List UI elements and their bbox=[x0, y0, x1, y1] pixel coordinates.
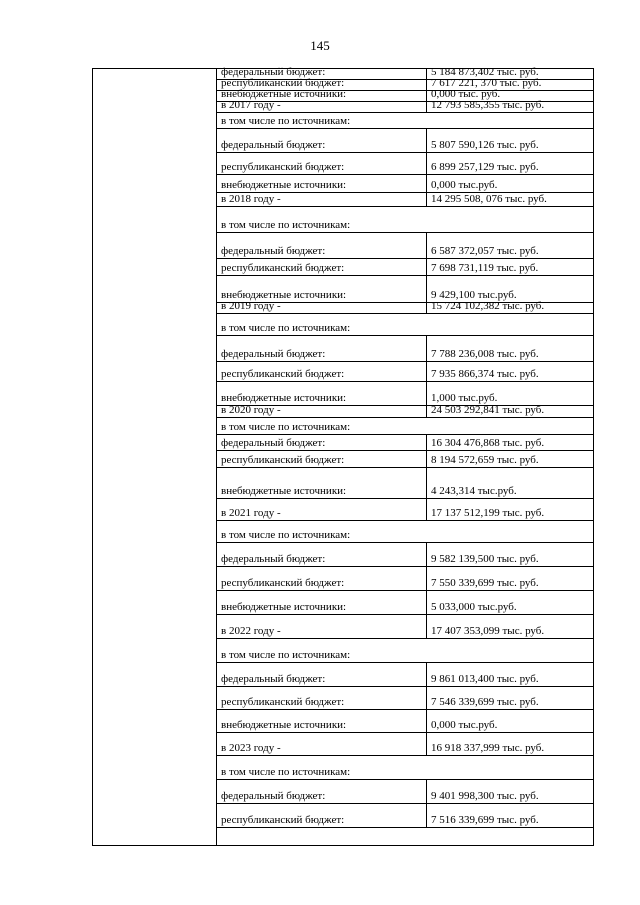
row-label: республиканский бюджет: bbox=[221, 161, 345, 173]
row-value: 0,000 тыс.руб. bbox=[431, 179, 498, 191]
row-label: в том числе по источникам: bbox=[221, 421, 351, 433]
row-value-cell bbox=[426, 615, 593, 639]
row-value-cell bbox=[426, 300, 593, 314]
table-row bbox=[217, 113, 593, 129]
table-row bbox=[217, 591, 593, 615]
row-label: федеральный бюджет: bbox=[221, 139, 326, 151]
row-value: 0,000 тыс. руб. bbox=[431, 88, 501, 100]
row-value: 7 788 236,008 тыс. руб. bbox=[431, 348, 539, 360]
row-label: внебюджетные источники: bbox=[221, 601, 347, 613]
row-value: 8 194 572,659 тыс. руб. bbox=[431, 454, 539, 466]
table-row bbox=[217, 733, 593, 756]
row-value: 9 861 013,400 тыс. руб. bbox=[431, 673, 539, 685]
table-row bbox=[217, 687, 593, 710]
table-row bbox=[217, 362, 593, 382]
row-value: 17 407 353,099 тыс. руб. bbox=[431, 625, 545, 637]
row-label: в 2020 году - bbox=[221, 404, 281, 416]
row-value: 15 724 102,382 тыс. руб. bbox=[431, 300, 545, 312]
row-value-cell bbox=[426, 733, 593, 756]
row-value: 24 503 292,841 тыс. руб. bbox=[431, 404, 545, 416]
table-row bbox=[217, 314, 593, 336]
row-label: республиканский бюджет: bbox=[221, 368, 345, 380]
row-value-cell bbox=[426, 406, 593, 418]
page-number: 145 bbox=[310, 38, 330, 53]
row-label: федеральный бюджет: bbox=[221, 348, 326, 360]
row-label: федеральный бюджет: bbox=[221, 437, 326, 449]
row-label: внебюджетные источники: bbox=[221, 485, 347, 497]
row-label: в том числе по источникам: bbox=[221, 115, 351, 127]
row-label: в 2022 году - bbox=[221, 625, 281, 637]
table-row bbox=[217, 153, 593, 175]
row-value-cell bbox=[426, 129, 593, 153]
row-label: республиканский бюджет: bbox=[221, 77, 345, 89]
row-value: 14 295 508, 076 тыс. руб. bbox=[431, 193, 547, 205]
table-left-column bbox=[93, 69, 217, 845]
row-value: 5 184 873,402 тыс. руб. bbox=[431, 66, 539, 78]
table-row bbox=[217, 99, 593, 113]
table-row bbox=[217, 543, 593, 567]
table-row bbox=[217, 435, 593, 451]
row-label: федеральный бюджет: bbox=[221, 66, 326, 78]
row-value: 9 401 998,300 тыс. руб. bbox=[431, 790, 539, 802]
table-row bbox=[217, 639, 593, 663]
row-value: 12 793 585,355 тыс. руб. bbox=[431, 99, 545, 111]
table-row bbox=[217, 300, 593, 314]
row-value: 9 582 139,500 тыс. руб. bbox=[431, 553, 539, 565]
table-row bbox=[217, 129, 593, 153]
table-row bbox=[217, 804, 593, 828]
row-value-cell bbox=[426, 153, 593, 175]
table-row bbox=[217, 336, 593, 362]
row-label: в 2019 году - bbox=[221, 300, 281, 312]
table-row bbox=[217, 567, 593, 591]
table-row bbox=[217, 521, 593, 543]
row-value: 16 304 476,868 тыс. руб. bbox=[431, 437, 545, 449]
row-label: внебюджетные источники: bbox=[221, 289, 347, 301]
row-value-cell bbox=[426, 451, 593, 468]
table-rows bbox=[217, 66, 593, 828]
row-label: внебюджетные источники: bbox=[221, 179, 347, 191]
table-row bbox=[217, 451, 593, 468]
row-value: 16 918 337,999 тыс. руб. bbox=[431, 742, 545, 754]
row-value: 7 546 339,699 тыс. руб. bbox=[431, 696, 539, 708]
table-row bbox=[217, 406, 593, 418]
row-value: 7 516 339,699 тыс. руб. bbox=[431, 814, 539, 826]
table-row bbox=[217, 499, 593, 521]
table-row bbox=[217, 710, 593, 733]
row-value-cell bbox=[426, 468, 593, 499]
row-value-cell bbox=[426, 687, 593, 710]
row-value-cell bbox=[426, 591, 593, 615]
row-value-cell bbox=[426, 336, 593, 362]
row-value-cell bbox=[426, 710, 593, 733]
row-label: федеральный бюджет: bbox=[221, 553, 326, 565]
row-label: республиканский бюджет: bbox=[221, 577, 345, 589]
row-value: 7 698 731,119 тыс. руб. bbox=[431, 262, 539, 274]
row-value-cell bbox=[426, 780, 593, 804]
row-value-cell bbox=[426, 233, 593, 259]
row-value-cell bbox=[426, 193, 593, 207]
row-value-cell bbox=[426, 99, 593, 113]
row-value: 1,000 тыс.руб. bbox=[431, 392, 498, 404]
row-value: 6 899 257,129 тыс. руб. bbox=[431, 161, 539, 173]
row-label: в том числе по источникам: bbox=[221, 649, 351, 661]
table-row bbox=[217, 418, 593, 435]
row-label: внебюджетные источники: bbox=[221, 88, 347, 100]
table-row bbox=[217, 756, 593, 780]
row-label: республиканский бюджет: bbox=[221, 262, 345, 274]
row-value-cell bbox=[426, 259, 593, 276]
table-row bbox=[217, 615, 593, 639]
row-label: внебюджетные источники: bbox=[221, 719, 347, 731]
row-value-cell bbox=[426, 435, 593, 451]
row-label: республиканский бюджет: bbox=[221, 814, 345, 826]
table-row bbox=[217, 663, 593, 687]
table-row bbox=[217, 193, 593, 207]
row-value: 5 807 590,126 тыс. руб. bbox=[431, 139, 539, 151]
row-value-cell bbox=[426, 276, 593, 303]
row-value-cell bbox=[426, 175, 593, 193]
row-value-cell bbox=[426, 663, 593, 687]
row-label: в 2017 году - bbox=[221, 99, 281, 111]
row-label: федеральный бюджет: bbox=[221, 245, 326, 257]
funding-table bbox=[92, 68, 594, 846]
row-label: в том числе по источникам: bbox=[221, 219, 351, 231]
table-row bbox=[217, 207, 593, 233]
row-value: 7 935 866,374 тыс. руб. bbox=[431, 368, 539, 380]
row-label: в том числе по источникам: bbox=[221, 322, 351, 334]
row-label: республиканский бюджет: bbox=[221, 696, 345, 708]
row-value: 6 587 372,057 тыс. руб. bbox=[431, 245, 539, 257]
row-label: федеральный бюджет: bbox=[221, 673, 326, 685]
row-value: 7 550 339,699 тыс. руб. bbox=[431, 577, 539, 589]
table-row bbox=[217, 259, 593, 276]
row-label: в том числе по источникам: bbox=[221, 766, 351, 778]
row-label: внебюджетные источники: bbox=[221, 392, 347, 404]
row-label: в 2018 году - bbox=[221, 193, 281, 205]
row-label: в том числе по источникам: bbox=[221, 529, 351, 541]
row-value-cell bbox=[426, 382, 593, 406]
row-label: в 2021 году - bbox=[221, 507, 281, 519]
row-label: федеральный бюджет: bbox=[221, 790, 326, 802]
table-row bbox=[217, 233, 593, 259]
row-value-cell bbox=[426, 543, 593, 567]
row-value-cell bbox=[426, 362, 593, 382]
table-row bbox=[217, 276, 593, 303]
row-value: 7 617 221, 370 тыс. руб. bbox=[431, 77, 542, 89]
row-value: 5 033,000 тыс.руб. bbox=[431, 601, 517, 613]
row-label: республиканский бюджет: bbox=[221, 454, 345, 466]
table-row bbox=[217, 175, 593, 193]
table-row bbox=[217, 780, 593, 804]
row-value: 17 137 512,199 тыс. руб. bbox=[431, 507, 545, 519]
row-value: 0,000 тыс.руб. bbox=[431, 719, 498, 731]
table-row bbox=[217, 468, 593, 499]
row-value-cell bbox=[426, 804, 593, 828]
row-value-cell bbox=[426, 499, 593, 521]
table-row bbox=[217, 382, 593, 406]
row-value: 9 429,100 тыс.руб. bbox=[431, 289, 517, 301]
row-value-cell bbox=[426, 567, 593, 591]
row-value: 4 243,314 тыс.руб. bbox=[431, 485, 517, 497]
row-label: в 2023 году - bbox=[221, 742, 281, 754]
